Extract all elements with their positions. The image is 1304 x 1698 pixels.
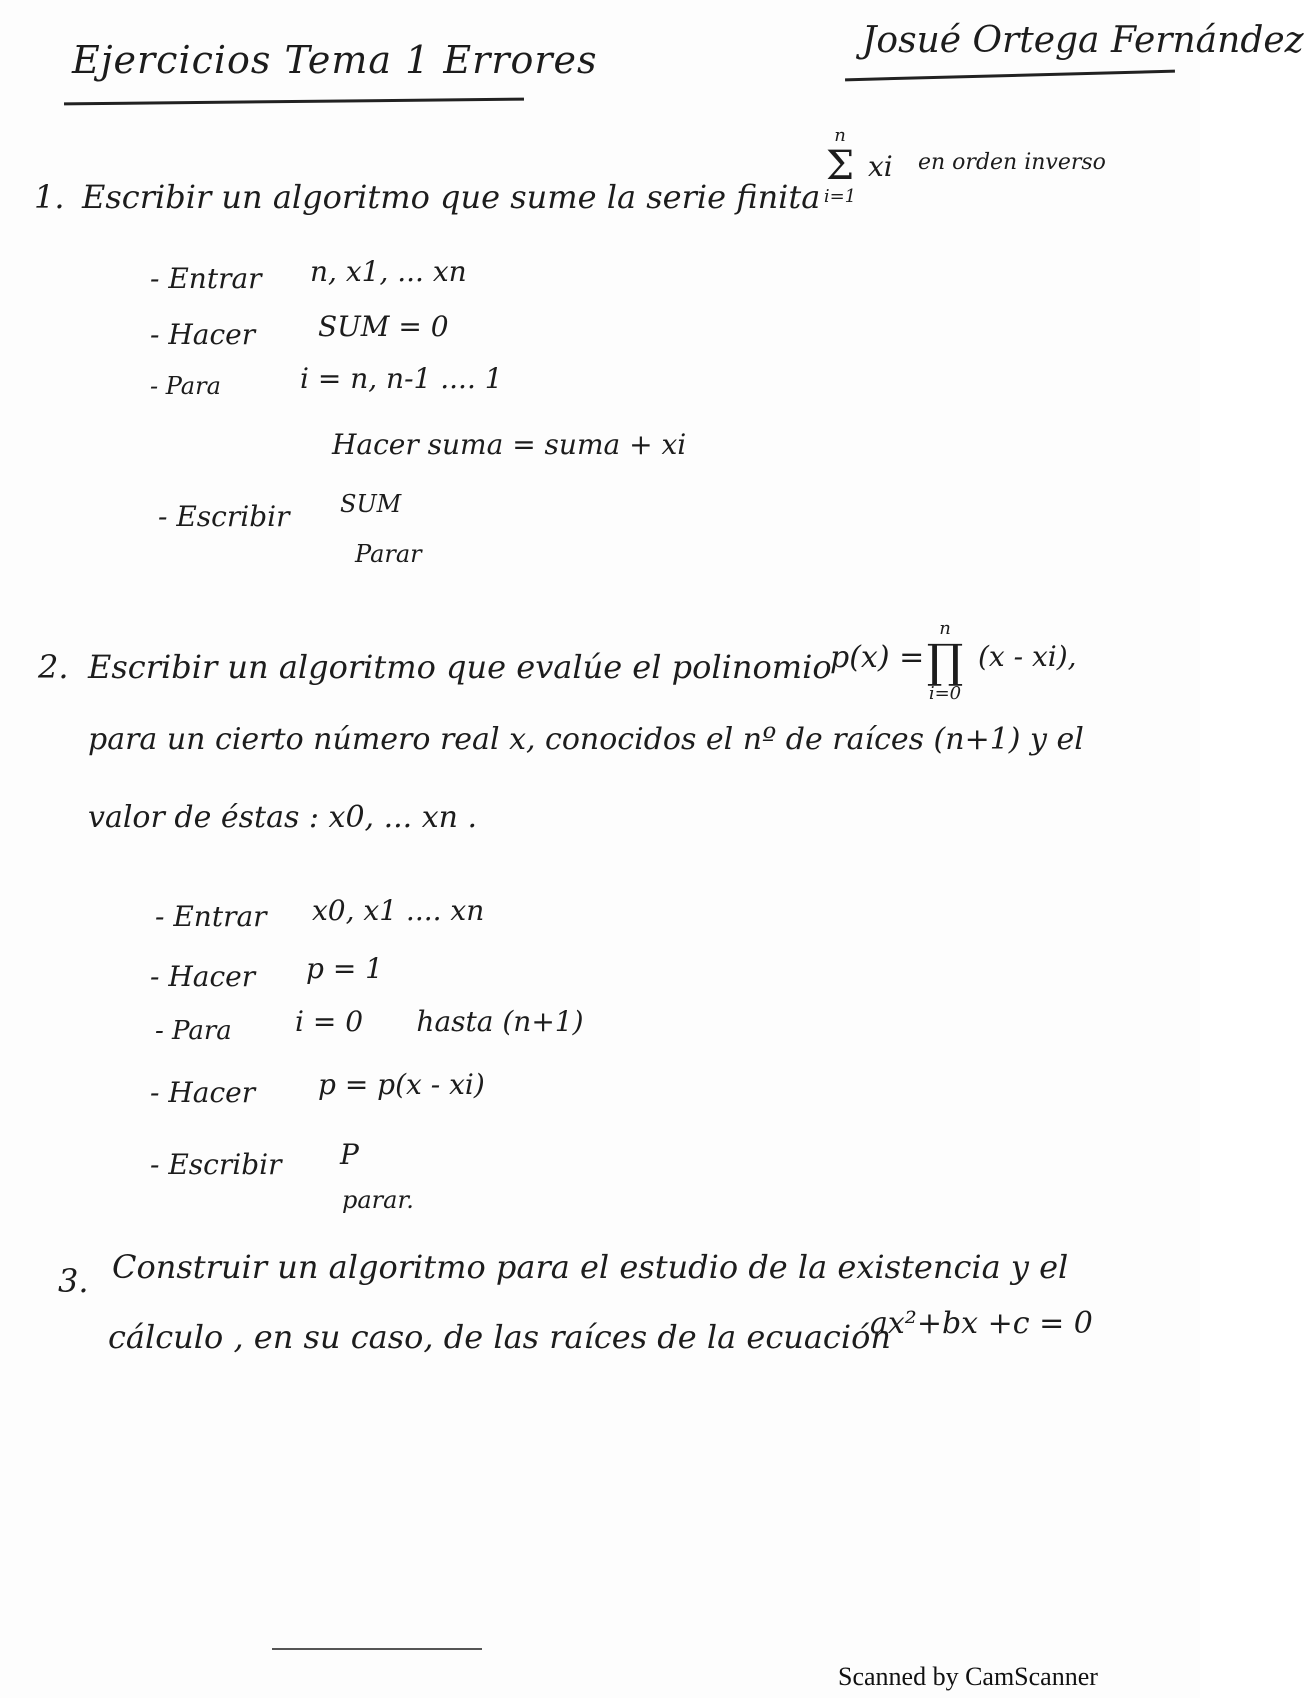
ex2-number: 2. bbox=[38, 648, 69, 686]
author-underline bbox=[845, 70, 1175, 82]
ex2-step-label: - Entrar bbox=[155, 900, 267, 933]
ex2-line3: valor de éstas : x0, ... xn . bbox=[88, 800, 478, 835]
ex3-line1: Construir un algoritmo para el estudio de la existencia y el bbox=[112, 1248, 1069, 1286]
ex1-step-label: - Para bbox=[150, 372, 221, 400]
summation-symbol bbox=[810, 125, 870, 207]
ex2-step-value: x0, x1 .... xn bbox=[312, 894, 485, 927]
ex1-statement: Escribir un algoritmo que sume la serie finita bbox=[82, 178, 821, 216]
ex1-step-label: - Entrar bbox=[150, 262, 262, 295]
ex2-step-value: p = 1 bbox=[306, 952, 383, 985]
sum-upper-limit: n bbox=[834, 125, 846, 146]
footer-line bbox=[272, 1648, 482, 1650]
ex2-step-value: parar. bbox=[342, 1186, 414, 1214]
quadratic-equation: ax²+bx +c = 0 bbox=[870, 1306, 1093, 1341]
prod-lower-limit: i=0 bbox=[928, 683, 962, 704]
page-title: Ejercicios Tema 1 Errores bbox=[72, 38, 598, 82]
ex1-step-value: n, x1, ... xn bbox=[310, 255, 467, 288]
sum-term: xi bbox=[868, 150, 893, 183]
polynomial-lhs: p(x) = bbox=[830, 640, 925, 675]
author-name: Josué Ortega Fernández bbox=[862, 20, 1304, 61]
ex2-step-value: p = p(x - xi) bbox=[318, 1068, 485, 1101]
ex1-step-value: i = n, n-1 .... 1 bbox=[300, 362, 503, 395]
ex1-step-value: SUM = 0 bbox=[318, 310, 449, 343]
ex2-step-label: - Hacer bbox=[150, 1076, 256, 1109]
ex1-step-value: SUM bbox=[340, 490, 402, 518]
ex1-tail: en orden inverso bbox=[918, 150, 1106, 175]
title-underline bbox=[64, 98, 524, 106]
ex1-number: 1. bbox=[34, 178, 65, 216]
ex1-step-value: Parar bbox=[355, 540, 422, 568]
product-term: (x - xi), bbox=[978, 640, 1077, 673]
ex3-number: 3. bbox=[58, 1262, 89, 1300]
ex1-step-value: Hacer suma = suma + xi bbox=[332, 428, 687, 461]
ex1-step-label: - Escribir bbox=[158, 500, 290, 533]
ex2-step-label: - Para bbox=[155, 1016, 232, 1046]
ex2-step-value: i = 0 hasta (n+1) bbox=[295, 1005, 584, 1038]
ex2-step-value: P bbox=[340, 1138, 359, 1171]
ex2-line2: para un cierto número real x, conocidos el nº de raíces (n+1) y el bbox=[88, 722, 1084, 757]
sum-lower-limit: i=1 bbox=[823, 186, 857, 207]
ex2-step-label: - Escribir bbox=[150, 1148, 282, 1181]
ex3-line2: cálculo , en su caso, de las raíces de la ecuación bbox=[108, 1318, 891, 1356]
ex2-statement: Escribir un algoritmo que evalúe el polinomio bbox=[88, 648, 832, 686]
product-symbol bbox=[915, 618, 975, 704]
sigma-icon: Σ bbox=[825, 143, 855, 189]
ex2-step-label: - Hacer bbox=[150, 960, 256, 993]
ex1-step-label: - Hacer bbox=[150, 318, 256, 351]
prod-upper-limit: n bbox=[939, 618, 951, 639]
pi-product-icon: ∏ bbox=[926, 634, 964, 688]
camscanner-watermark: Scanned by CamScanner bbox=[838, 1662, 1098, 1691]
